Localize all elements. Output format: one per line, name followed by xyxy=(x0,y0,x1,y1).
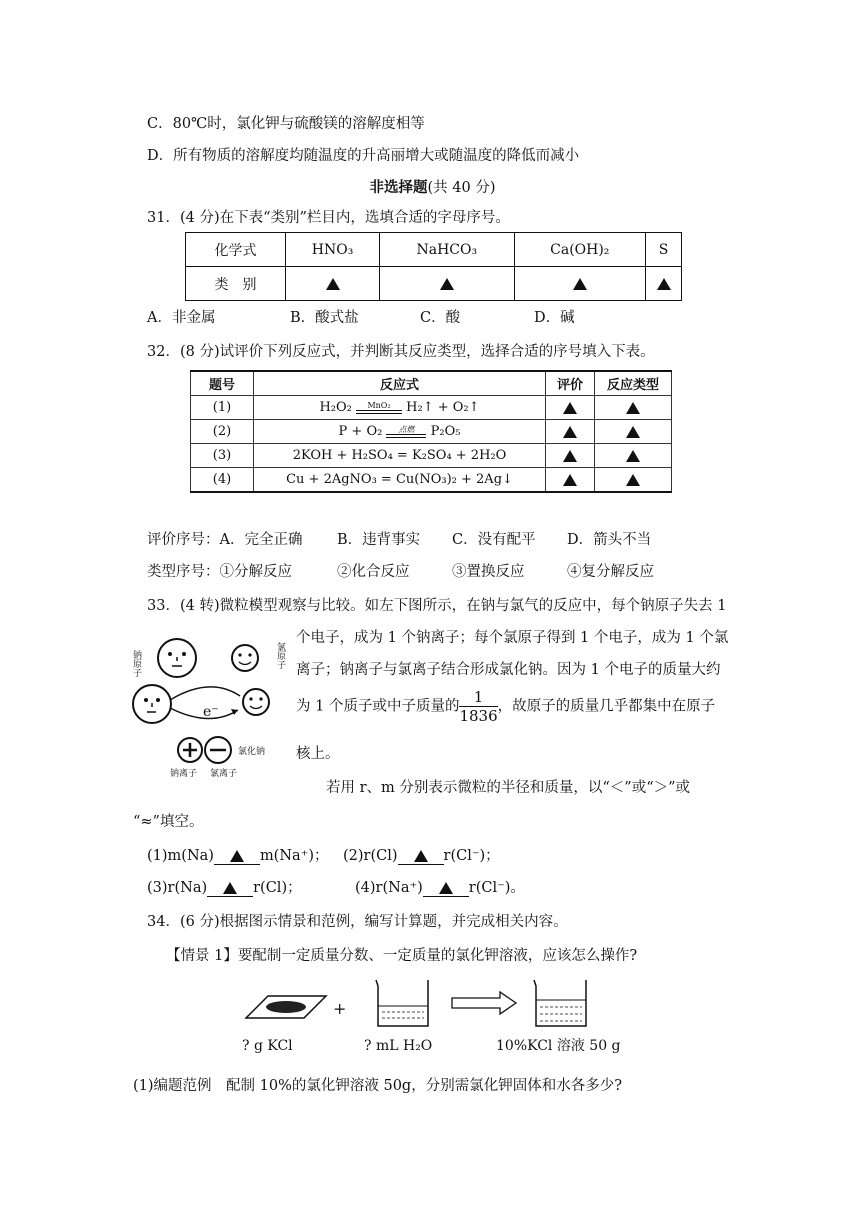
q32-eval-d: D．箭头不当 xyxy=(567,532,652,548)
q32-eval-a: 评价序号：A．完全正确 xyxy=(147,532,303,548)
option-c: C．80℃时，氯化钾与硫酸镁的溶解度相等 xyxy=(147,116,425,132)
answer-blank[interactable] xyxy=(514,267,646,301)
triangle-icon xyxy=(440,278,454,290)
sodium-large-icon xyxy=(133,685,171,723)
arrow-right-icon xyxy=(452,992,516,1014)
fraction xyxy=(459,688,497,725)
eq-sign xyxy=(386,434,426,438)
fig-nacl-label: 氯化钠 xyxy=(238,747,266,757)
q32-equation: 2KOH + H₂SO₄ = K₂SO₄ + 2H₂O xyxy=(254,444,546,468)
q32-eval-c: C．没有配平 xyxy=(452,532,536,548)
q33-line-2: 个电子，成为 1 个钠离子；每个氯原子得到 1 个电子，成为 1 个氯 xyxy=(296,630,729,646)
answer-blank[interactable] xyxy=(646,267,682,301)
triangle-icon xyxy=(563,402,577,414)
q31-formula: HNO₃ xyxy=(286,233,380,267)
triangle-icon xyxy=(223,882,237,894)
q33-line-6: 若用 r、m 分别表示微粒的半径和质量，以“＜”或“＞”或 xyxy=(326,780,691,796)
q31-option-b: B．酸式盐 xyxy=(290,310,359,326)
q33-line-1: 33．(4 转)微粒模型观察与比较。如左下图所示，在钠与氯气的反应中，每个钠原子失去 1 xyxy=(147,598,727,614)
q31-stem: 31．(4 分)在下表“类别”栏目内，选填合适的字母序号。 xyxy=(147,210,510,226)
q31-option-c: C．酸 xyxy=(420,310,461,326)
q32-stem: 32．(8 分)试评价下列反应式，并判断其反应类型，选择合适的序号填入下表。 xyxy=(147,344,655,360)
q33-line-4 xyxy=(296,688,715,725)
option-d: D．所有物质的溶解度均随温度的升高丽增大或随温度的降低而减小 xyxy=(147,148,580,164)
kcl-powder-icon xyxy=(246,996,326,1018)
triangle-icon xyxy=(439,882,453,894)
plus-sign: + xyxy=(333,999,347,1018)
eq-condition xyxy=(386,425,426,438)
q33-blank-1 xyxy=(147,844,329,865)
fig-cl-ion-label: 氯离子 xyxy=(210,769,238,779)
blank-4-left: (4)r(Na⁺) xyxy=(355,880,423,896)
blank-2-right: r(Cl⁻)； xyxy=(443,848,500,864)
label-kcl: ? g KCl xyxy=(242,1038,293,1054)
chlorine-atom-icon xyxy=(232,645,258,671)
answer-blank[interactable] xyxy=(546,468,595,493)
q32-equation: Cu + 2AgNO₃ = Cu(NO₃)₂ + 2Ag↓ xyxy=(254,468,546,493)
answer-blank[interactable] xyxy=(207,880,253,897)
q31-option-a: A．非金属 xyxy=(147,310,216,326)
q32-row-no: (2) xyxy=(191,420,254,444)
q31-row1-label: 化学式 xyxy=(186,233,286,267)
q32-type-4: ④复分解反应 xyxy=(567,564,654,580)
answer-blank[interactable] xyxy=(286,267,380,301)
q31-formula: Ca(OH)₂ xyxy=(514,233,646,267)
q34-stem: 34．(6 分)根据图示情景和范例，编写计算题，并完成相关内容。 xyxy=(147,914,568,930)
q32-equation xyxy=(254,420,546,444)
sodium-ion-icon xyxy=(178,738,202,762)
blank-3-right: r(Cl)； xyxy=(253,880,302,896)
q32-row-no: (3) xyxy=(191,444,254,468)
q33-line-4b: ，故原子的质量几乎都集中在原子 xyxy=(497,698,716,715)
blank-1-left: (1)m(Na) xyxy=(147,848,214,864)
q32-header: 题号 xyxy=(191,371,254,396)
q31-option-d: D．碱 xyxy=(534,310,575,326)
q32-type-2: ②化合反应 xyxy=(337,564,410,580)
triangle-icon xyxy=(626,426,640,438)
answer-blank[interactable] xyxy=(423,880,469,897)
q33-blank-3 xyxy=(147,876,302,897)
triangle-icon xyxy=(563,426,577,438)
blank-1-right: m(Na⁺)； xyxy=(259,848,329,864)
q32-row-no: (4) xyxy=(191,468,254,493)
answer-blank[interactable] xyxy=(546,420,595,444)
answer-blank[interactable] xyxy=(595,396,672,420)
blank-3-left: (3)r(Na) xyxy=(147,880,208,896)
eq-right: P₂O₅ xyxy=(430,424,461,439)
triangle-icon xyxy=(657,278,671,290)
fig-cl-atom-label: 氯原子 xyxy=(275,642,285,669)
q31-row2-label: 类 别 xyxy=(186,267,286,301)
answer-blank[interactable] xyxy=(595,420,672,444)
fig-na-atom-label: 钠原子 xyxy=(131,650,141,677)
triangle-icon xyxy=(230,850,244,862)
eq-condition-text: MnO₂ xyxy=(367,401,391,410)
q34-example: (1)编题范例 配制 10%的氯化钾溶液 50g，分别需氯化钾固体和水各多少? xyxy=(133,1078,622,1094)
triangle-icon xyxy=(626,474,640,486)
q32-header: 反应类型 xyxy=(595,371,672,396)
q32-table xyxy=(190,370,672,493)
eq-condition xyxy=(356,401,402,414)
fig-electron-label: e⁻ xyxy=(203,704,219,720)
q32-equation xyxy=(254,396,546,420)
answer-blank[interactable] xyxy=(380,267,514,301)
section-title: 非选择题 xyxy=(369,179,428,196)
label-water: ? mL H₂O xyxy=(364,1038,433,1054)
q33-blank-2 xyxy=(343,844,500,865)
chloride-ion-icon xyxy=(205,737,231,763)
section-heading xyxy=(0,176,865,197)
answer-blank[interactable] xyxy=(595,444,672,468)
label-solution: 10%KCl 溶液 50 g xyxy=(496,1038,621,1054)
fraction-denominator: 1836 xyxy=(459,707,498,725)
q32-type-3: ③置换反应 xyxy=(452,564,525,580)
sodium-atom-icon xyxy=(158,639,196,677)
q31-formula: NaHCO₃ xyxy=(380,233,514,267)
answer-blank[interactable] xyxy=(546,396,595,420)
q31-table xyxy=(185,232,682,301)
q33-line-4a: 为 1 个质子或中子质量的 xyxy=(296,698,460,715)
eq-left: P + O₂ xyxy=(338,424,383,439)
electron-arc xyxy=(170,687,240,700)
eq-condition-text: 点燃 xyxy=(398,425,415,434)
triangle-icon xyxy=(626,450,640,462)
eq-left: H₂O₂ xyxy=(319,400,352,415)
fig-na-ion-label: 钠离子 xyxy=(170,769,198,779)
beaker-water-icon xyxy=(376,980,428,1026)
beaker-solution-icon xyxy=(534,980,586,1026)
triangle-icon xyxy=(414,850,428,862)
chlorine-small-icon xyxy=(243,689,269,715)
blank-4-right: r(Cl⁻)。 xyxy=(468,880,525,896)
answer-blank[interactable] xyxy=(595,468,672,493)
q32-row-no: (1) xyxy=(191,396,254,420)
blank-2-left: (2)r(Cl) xyxy=(343,848,398,864)
answer-blank[interactable] xyxy=(214,848,260,865)
q33-blank-4 xyxy=(355,876,525,897)
q34-scene: 【情景 1】要配制一定质量分数、一定质量的氯化钾溶液，应该怎么操作? xyxy=(166,948,638,964)
solution-figure xyxy=(238,974,638,1056)
fraction-numerator: 1 xyxy=(459,688,497,707)
sodium-chlorine-figure xyxy=(130,628,290,780)
q32-header: 评价 xyxy=(546,371,595,396)
q33-line-7: “≈”填空。 xyxy=(133,814,204,830)
q32-eval-b: B．违背事实 xyxy=(337,532,421,548)
triangle-icon xyxy=(626,402,640,414)
q33-line-5: 核上。 xyxy=(296,746,340,762)
eq-right: H₂↑ + O₂↑ xyxy=(406,400,480,415)
eq-sign xyxy=(356,410,402,414)
q31-formula: S xyxy=(646,233,682,267)
triangle-icon xyxy=(563,474,577,486)
triangle-icon xyxy=(326,278,340,290)
triangle-icon xyxy=(563,450,577,462)
answer-blank[interactable] xyxy=(546,444,595,468)
answer-blank[interactable] xyxy=(398,848,444,865)
q33-line-3: 离子；钠离子与氯离子结合形成氯化钠。因为 1 个电子的质量大约 xyxy=(296,662,721,678)
section-score: (共 40 分) xyxy=(427,180,496,196)
triangle-icon xyxy=(573,278,587,290)
q32-header: 反应式 xyxy=(254,371,546,396)
q32-type-1: 类型序号：①分解反应 xyxy=(147,564,292,580)
